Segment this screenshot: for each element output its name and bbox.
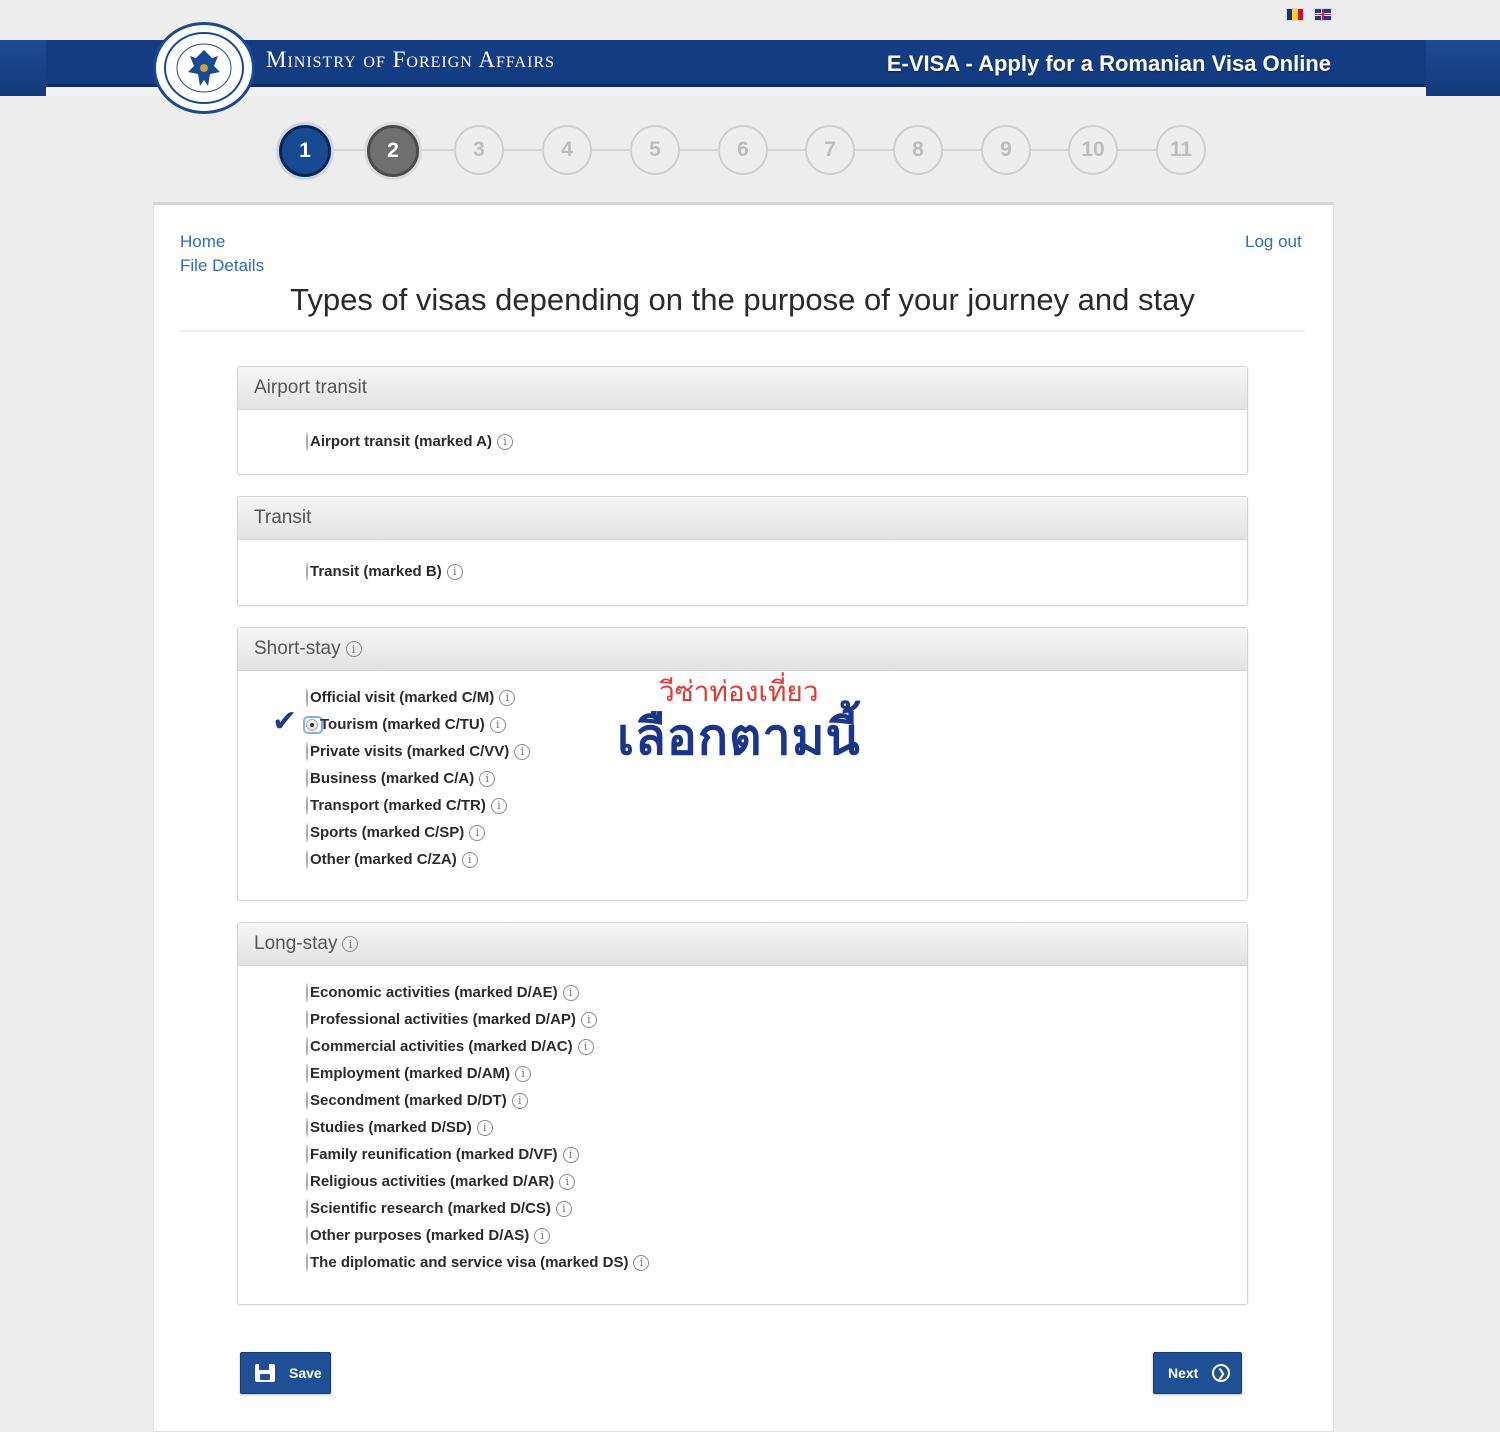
save-button[interactable] xyxy=(240,1352,331,1394)
radio-circle-icon xyxy=(306,719,318,731)
radio-circle-icon xyxy=(306,562,308,581)
radio-circle-icon xyxy=(306,1091,308,1110)
info-icon[interactable]: i xyxy=(515,1066,531,1082)
step-8[interactable]: 8 xyxy=(893,125,943,175)
section-header xyxy=(238,497,1247,540)
radio-circle-icon xyxy=(306,1172,308,1191)
radio-circle-icon xyxy=(306,432,308,451)
romanian-flag-icon[interactable] xyxy=(1287,9,1303,20)
government-crest-icon xyxy=(153,22,255,114)
info-icon[interactable]: i xyxy=(563,985,579,1001)
section-header xyxy=(238,628,1247,671)
visa-option[interactable] xyxy=(306,1195,1247,1222)
step-4[interactable]: 4 xyxy=(542,125,592,175)
info-icon[interactable]: i xyxy=(512,1093,528,1109)
radio-circle-icon xyxy=(306,769,308,788)
step-7[interactable]: 7 xyxy=(805,125,855,175)
header-divider xyxy=(46,87,1426,96)
visa-option-label: Secondment (marked D/DT) xyxy=(310,1092,507,1109)
option-list xyxy=(238,540,1247,585)
radio-circle-icon xyxy=(306,1253,308,1272)
visa-option[interactable] xyxy=(306,428,1247,455)
step-2[interactable]: 2 xyxy=(367,125,419,177)
logout-link[interactable]: Log out xyxy=(1245,232,1302,251)
visa-section-long-stay xyxy=(237,922,1248,1305)
annotation-tourist-visa-text: วีซ่าท่องเที่ยว xyxy=(659,675,819,708)
info-icon[interactable]: i xyxy=(490,717,506,733)
info-icon[interactable]: i xyxy=(462,852,478,868)
visa-option-label: Family reunification (marked D/VF) xyxy=(310,1146,558,1163)
step-6[interactable]: 6 xyxy=(718,125,768,175)
visa-option-label: The diplomatic and service visa (marked DS) xyxy=(310,1254,629,1271)
visa-option[interactable] xyxy=(306,1168,1247,1195)
checkmark-annotation-icon: ✔ xyxy=(272,704,298,739)
visa-option[interactable] xyxy=(306,558,1247,585)
section-title: Long-stay xyxy=(254,933,338,954)
info-icon[interactable]: i xyxy=(469,825,485,841)
visa-option-label: Business (marked C/A) xyxy=(310,770,475,787)
radio-button[interactable] xyxy=(306,719,320,731)
file-details-link[interactable]: File Details xyxy=(180,256,265,275)
option-list xyxy=(238,410,1247,455)
visa-option[interactable] xyxy=(306,1249,1247,1276)
radio-circle-icon xyxy=(306,1064,308,1083)
info-icon[interactable]: i xyxy=(556,1201,572,1217)
step-5[interactable]: 5 xyxy=(630,125,680,175)
visa-option-label: Tourism (marked C/TU) xyxy=(320,716,485,733)
info-icon[interactable]: i xyxy=(479,771,495,787)
info-icon[interactable]: i xyxy=(581,1012,597,1028)
info-icon[interactable]: i xyxy=(497,434,513,450)
section-title: Transit xyxy=(254,507,312,528)
radio-circle-icon xyxy=(306,742,308,761)
evisa-title: E-VISA - Apply for a Romanian Visa Online xyxy=(886,51,1331,76)
visa-option-label: Economic activities (marked D/AE) xyxy=(310,984,558,1001)
step-3[interactable]: 3 xyxy=(454,125,504,175)
visa-option-label: Commercial activities (marked D/AC) xyxy=(310,1038,573,1055)
visa-option[interactable] xyxy=(306,792,1247,819)
radio-circle-icon xyxy=(306,796,308,815)
visa-option[interactable] xyxy=(306,846,1247,873)
save-button-label: Save xyxy=(289,1365,322,1381)
radio-circle-icon xyxy=(306,983,308,1002)
section-header xyxy=(238,367,1247,410)
info-icon[interactable]: i xyxy=(559,1174,575,1190)
visa-option-label: Studies (marked D/SD) xyxy=(310,1119,472,1136)
info-icon[interactable]: i xyxy=(477,1120,493,1136)
radio-circle-icon xyxy=(306,1145,308,1164)
option-list xyxy=(238,966,1247,1276)
info-icon[interactable]: i xyxy=(563,1147,579,1163)
radio-circle-icon xyxy=(306,823,308,842)
next-button[interactable] xyxy=(1153,1352,1242,1394)
step-9[interactable]: 9 xyxy=(981,125,1031,175)
next-button-label: Next xyxy=(1168,1365,1199,1381)
visa-option-label: Professional activities (marked D/AP) xyxy=(310,1011,576,1028)
radio-circle-icon xyxy=(306,1037,308,1056)
visa-option[interactable] xyxy=(306,1060,1247,1087)
ministry-title: Ministry of Foreign Affairs xyxy=(266,47,556,72)
section-title: Airport transit xyxy=(254,377,367,398)
visa-option[interactable] xyxy=(306,1114,1247,1141)
visa-option[interactable] xyxy=(306,819,1247,846)
visa-option-label: Employment (marked D/AM) xyxy=(310,1065,511,1082)
visa-option[interactable] xyxy=(306,1222,1247,1249)
radio-circle-icon xyxy=(306,850,308,869)
info-icon[interactable]: i xyxy=(514,744,530,760)
language-switcher xyxy=(1287,9,1331,20)
visa-option[interactable] xyxy=(306,1087,1247,1114)
radio-circle-icon xyxy=(306,1199,308,1218)
radio-circle-icon xyxy=(306,688,308,707)
annotation-choose-this-text: เลือกตามนี้ xyxy=(617,708,861,766)
section-header xyxy=(238,923,1247,966)
radio-circle-icon xyxy=(306,1010,308,1029)
info-icon[interactable]: i xyxy=(633,1255,649,1271)
visa-option-label: Other (marked C/ZA) xyxy=(310,851,457,868)
info-icon[interactable]: i xyxy=(342,936,358,952)
info-icon[interactable]: i xyxy=(346,641,362,657)
step-11[interactable]: 11 xyxy=(1156,125,1206,175)
visa-option[interactable] xyxy=(306,1006,1247,1033)
visa-option-label: Airport transit (marked A) xyxy=(310,433,492,450)
visa-option[interactable] xyxy=(306,1141,1247,1168)
visa-option[interactable] xyxy=(306,1033,1247,1060)
visa-section-transit xyxy=(237,496,1248,606)
save-floppy-icon xyxy=(255,1364,275,1382)
info-icon[interactable]: i xyxy=(578,1039,594,1055)
visa-option-label: Official visit (marked C/M) xyxy=(310,689,495,706)
english-flag-icon[interactable] xyxy=(1315,9,1331,20)
visa-option[interactable] xyxy=(306,979,1247,1006)
info-icon[interactable]: i xyxy=(447,564,463,580)
visa-option-label: Private visits (marked C/VV) xyxy=(310,743,510,760)
step-10[interactable]: 10 xyxy=(1068,125,1118,175)
step-indicator xyxy=(279,125,1207,175)
radio-circle-icon xyxy=(306,1226,308,1245)
radio-circle-icon xyxy=(306,1118,308,1137)
info-icon[interactable]: i xyxy=(491,798,507,814)
step-1[interactable]: 1 xyxy=(279,125,331,177)
visa-option-label: Transit (marked B) xyxy=(310,563,442,580)
visa-option-label: Sports (marked C/SP) xyxy=(310,824,465,841)
visa-section-airport-transit xyxy=(237,366,1248,475)
info-icon[interactable]: i xyxy=(499,690,515,706)
page-title: Types of visas depending on the purpose of your journey and stay xyxy=(290,282,1195,317)
section-title: Short-stay xyxy=(254,638,341,659)
visa-option-label: Scientific research (marked D/CS) xyxy=(310,1200,551,1217)
visa-option-label: Religious activities (marked D/AR) xyxy=(310,1173,555,1190)
title-divider xyxy=(180,330,1305,332)
info-icon[interactable]: i xyxy=(534,1228,550,1244)
visa-option-label: Other purposes (marked D/AS) xyxy=(310,1227,530,1244)
home-link[interactable]: Home xyxy=(180,232,226,251)
visa-option-label: Transport (marked C/TR) xyxy=(310,797,486,814)
next-arrow-icon: ❯ xyxy=(1212,1364,1230,1382)
